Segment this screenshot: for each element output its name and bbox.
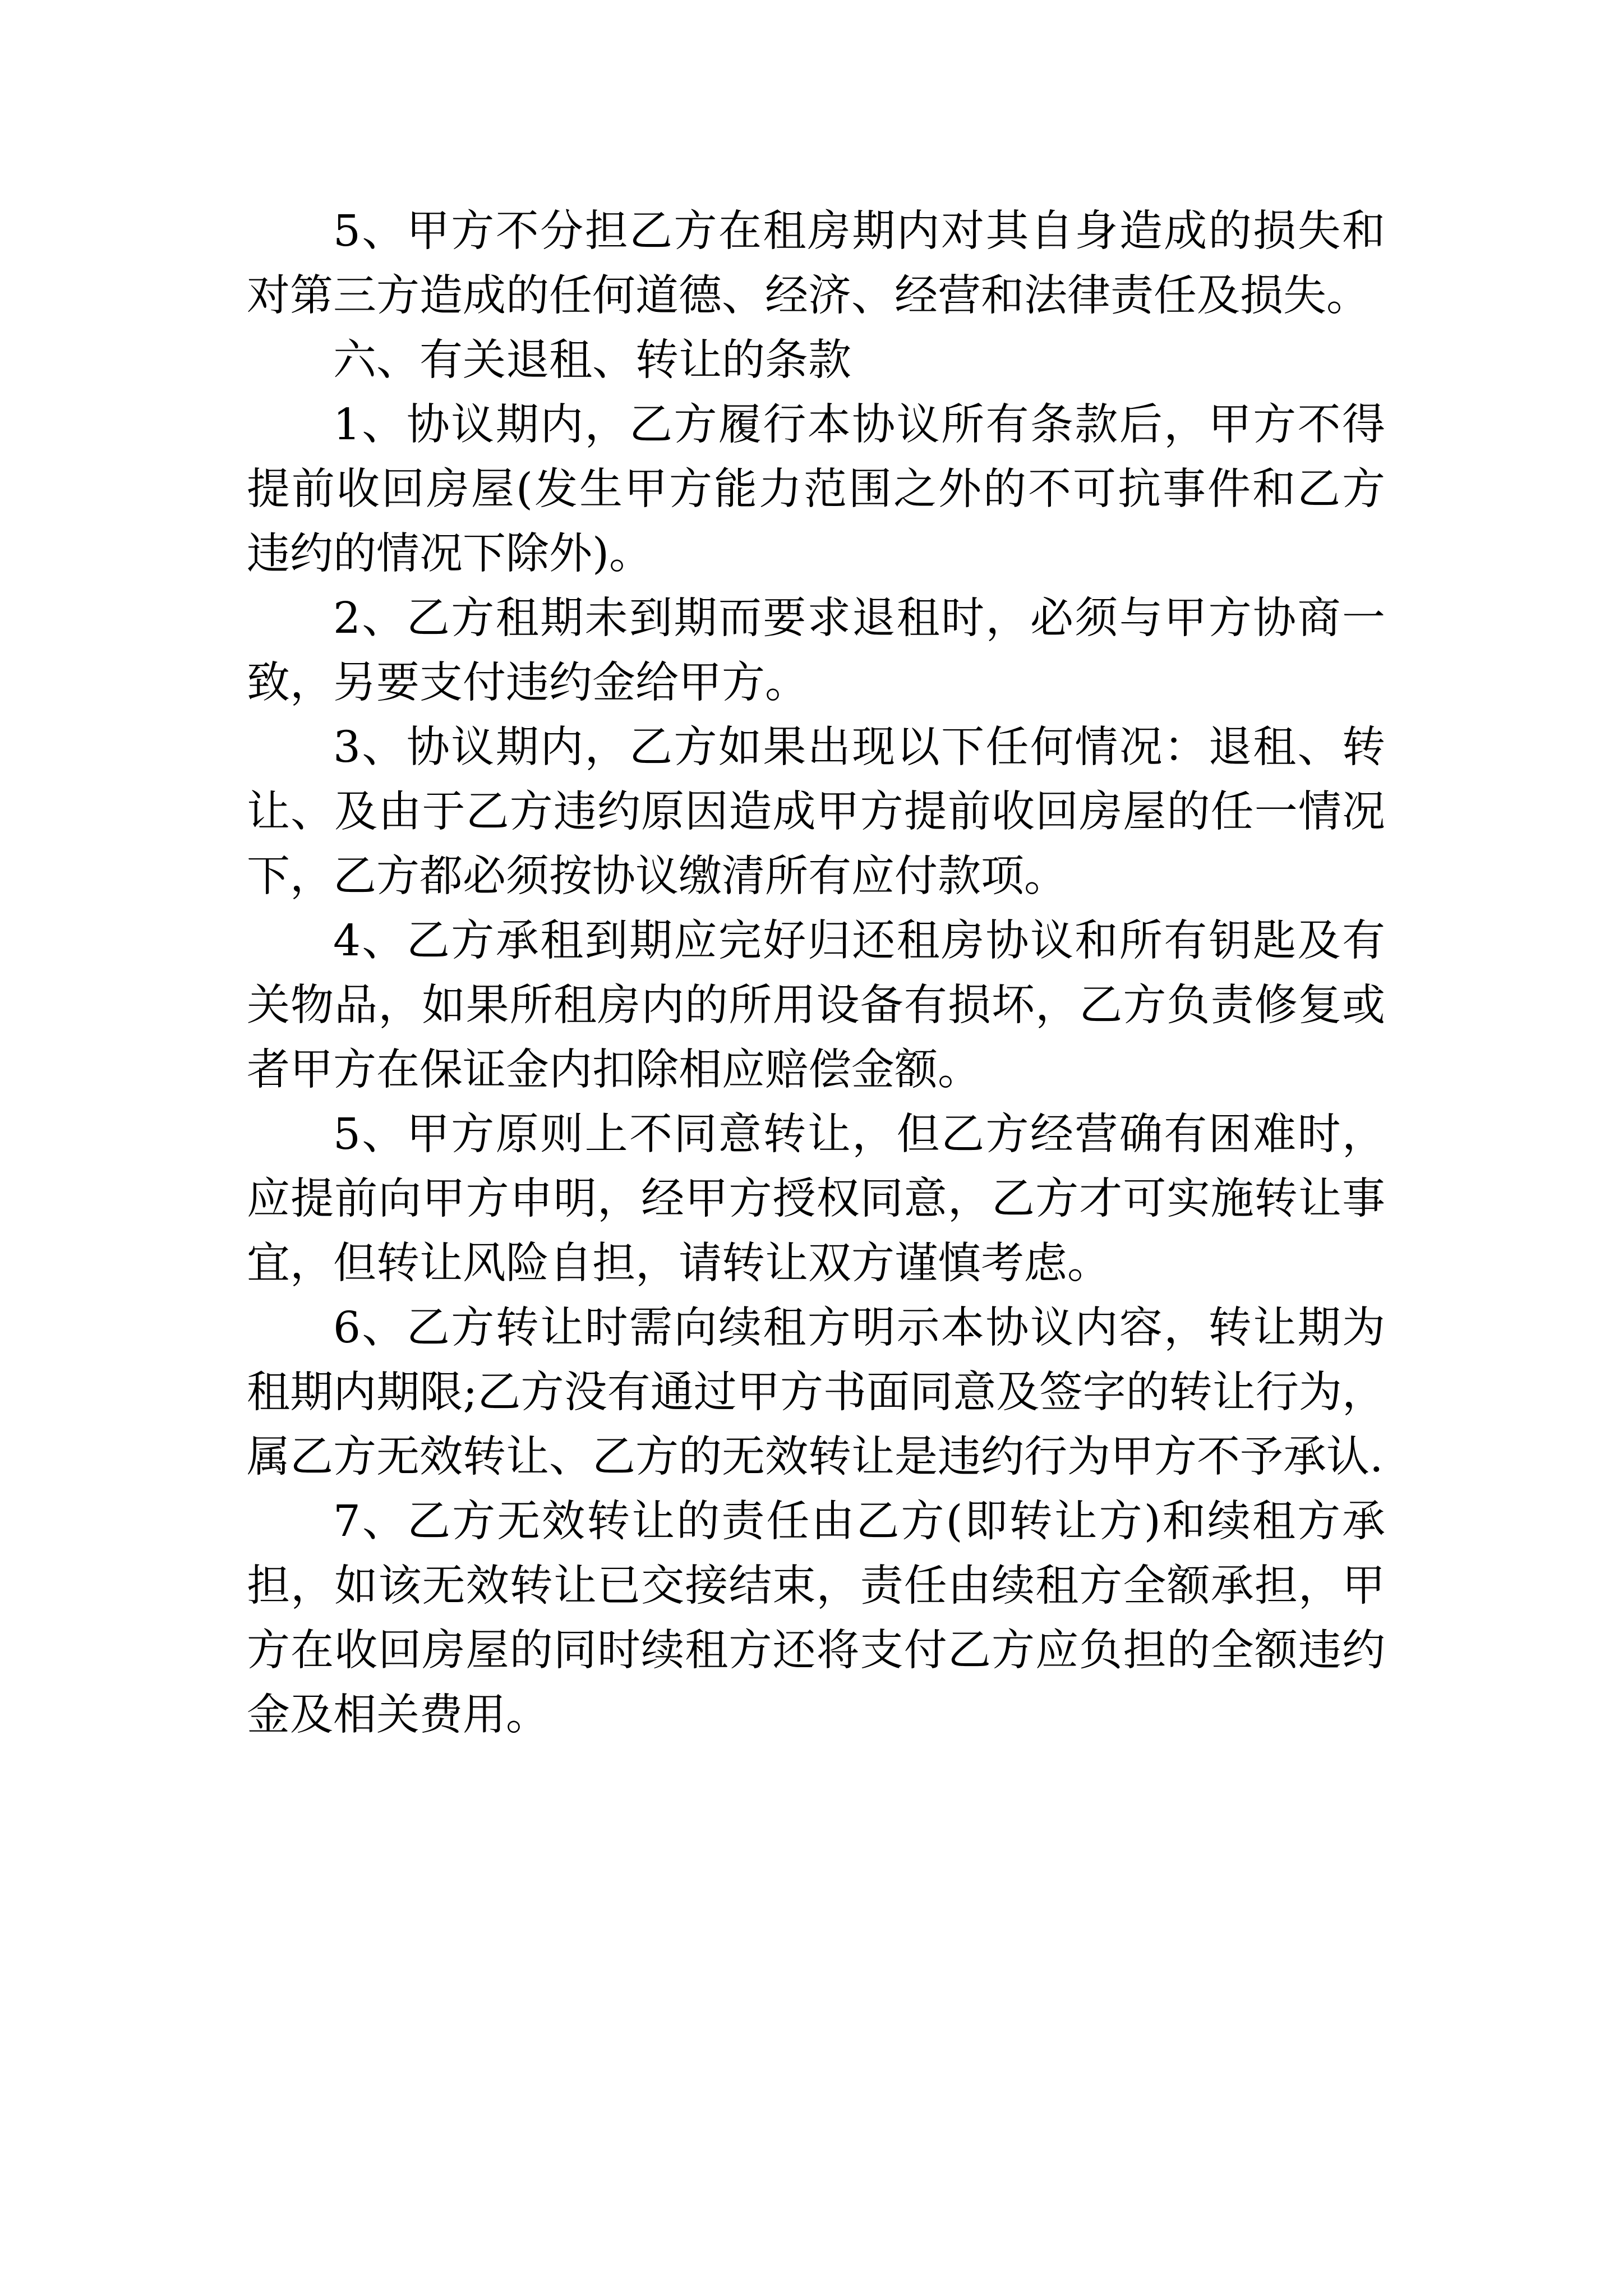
clause-3-settle-payments: 3、协议期内，乙方如果出现以下任何情况：退租、转让、及由于乙方违约原因造成甲方提前收回房屋的任一情况下，乙方都必须按协议缴清所有应付款项。: [247, 723, 1385, 901]
clause-1-no-early-recovery: 1、协议期内，乙方履行本协议所有条款后，甲方不得提前收回房屋(发生甲方能力范围之外的不可抗事件和乙方违约的情况下除外)。: [247, 400, 1385, 579]
clause-5-transfer-consent: 5、甲方原则上不同意转让，但乙方经营确有困难时，应提前向甲方申明，经甲方授权同意，乙方才可实施转让事宜，但转让风险自担，请转让双方谨慎考虑。: [247, 1110, 1385, 1289]
clause-2-early-termination: 2、乙方租期未到期而要求退租时，必须与甲方协商一致，另要支付违约金给甲方。: [247, 593, 1385, 708]
clause-7-transfer-responsibility: 7、乙方无效转让的责任由乙方(即转让方)和续租方承担，如该无效转让已交接结束，责任由续租方全额承担，甲方在收回房屋的同时续租方还将支付乙方应负担的全额违约金及相关费用。: [247, 1497, 1385, 1740]
document-body: [247, 199, 1385, 1747]
section-heading-termination-transfer: 六、有关退租、转让的条款: [333, 335, 851, 385]
clause-4-return-keys: 4、乙方承租到期应完好归还租房协议和所有钥匙及有关物品，如果所租房内的所用设备有损坏，乙方负责修复或者甲方在保证金内扣除相应赔偿金额。: [247, 916, 1385, 1095]
clause-6-invalid-transfer: 6、乙方转让时需向续租方明示本协议内容，转让期为租期内期限;乙方没有通过甲方书面同意及签字的转让行为，属乙方无效转让、乙方的无效转让是违约行为甲方不予承认.: [247, 1303, 1385, 1482]
clause-5-liability: 5、甲方不分担乙方在租房期内对其自身造成的损失和对第三方造成的任何道德、经济、经营和法律责任及损失。: [247, 206, 1385, 321]
